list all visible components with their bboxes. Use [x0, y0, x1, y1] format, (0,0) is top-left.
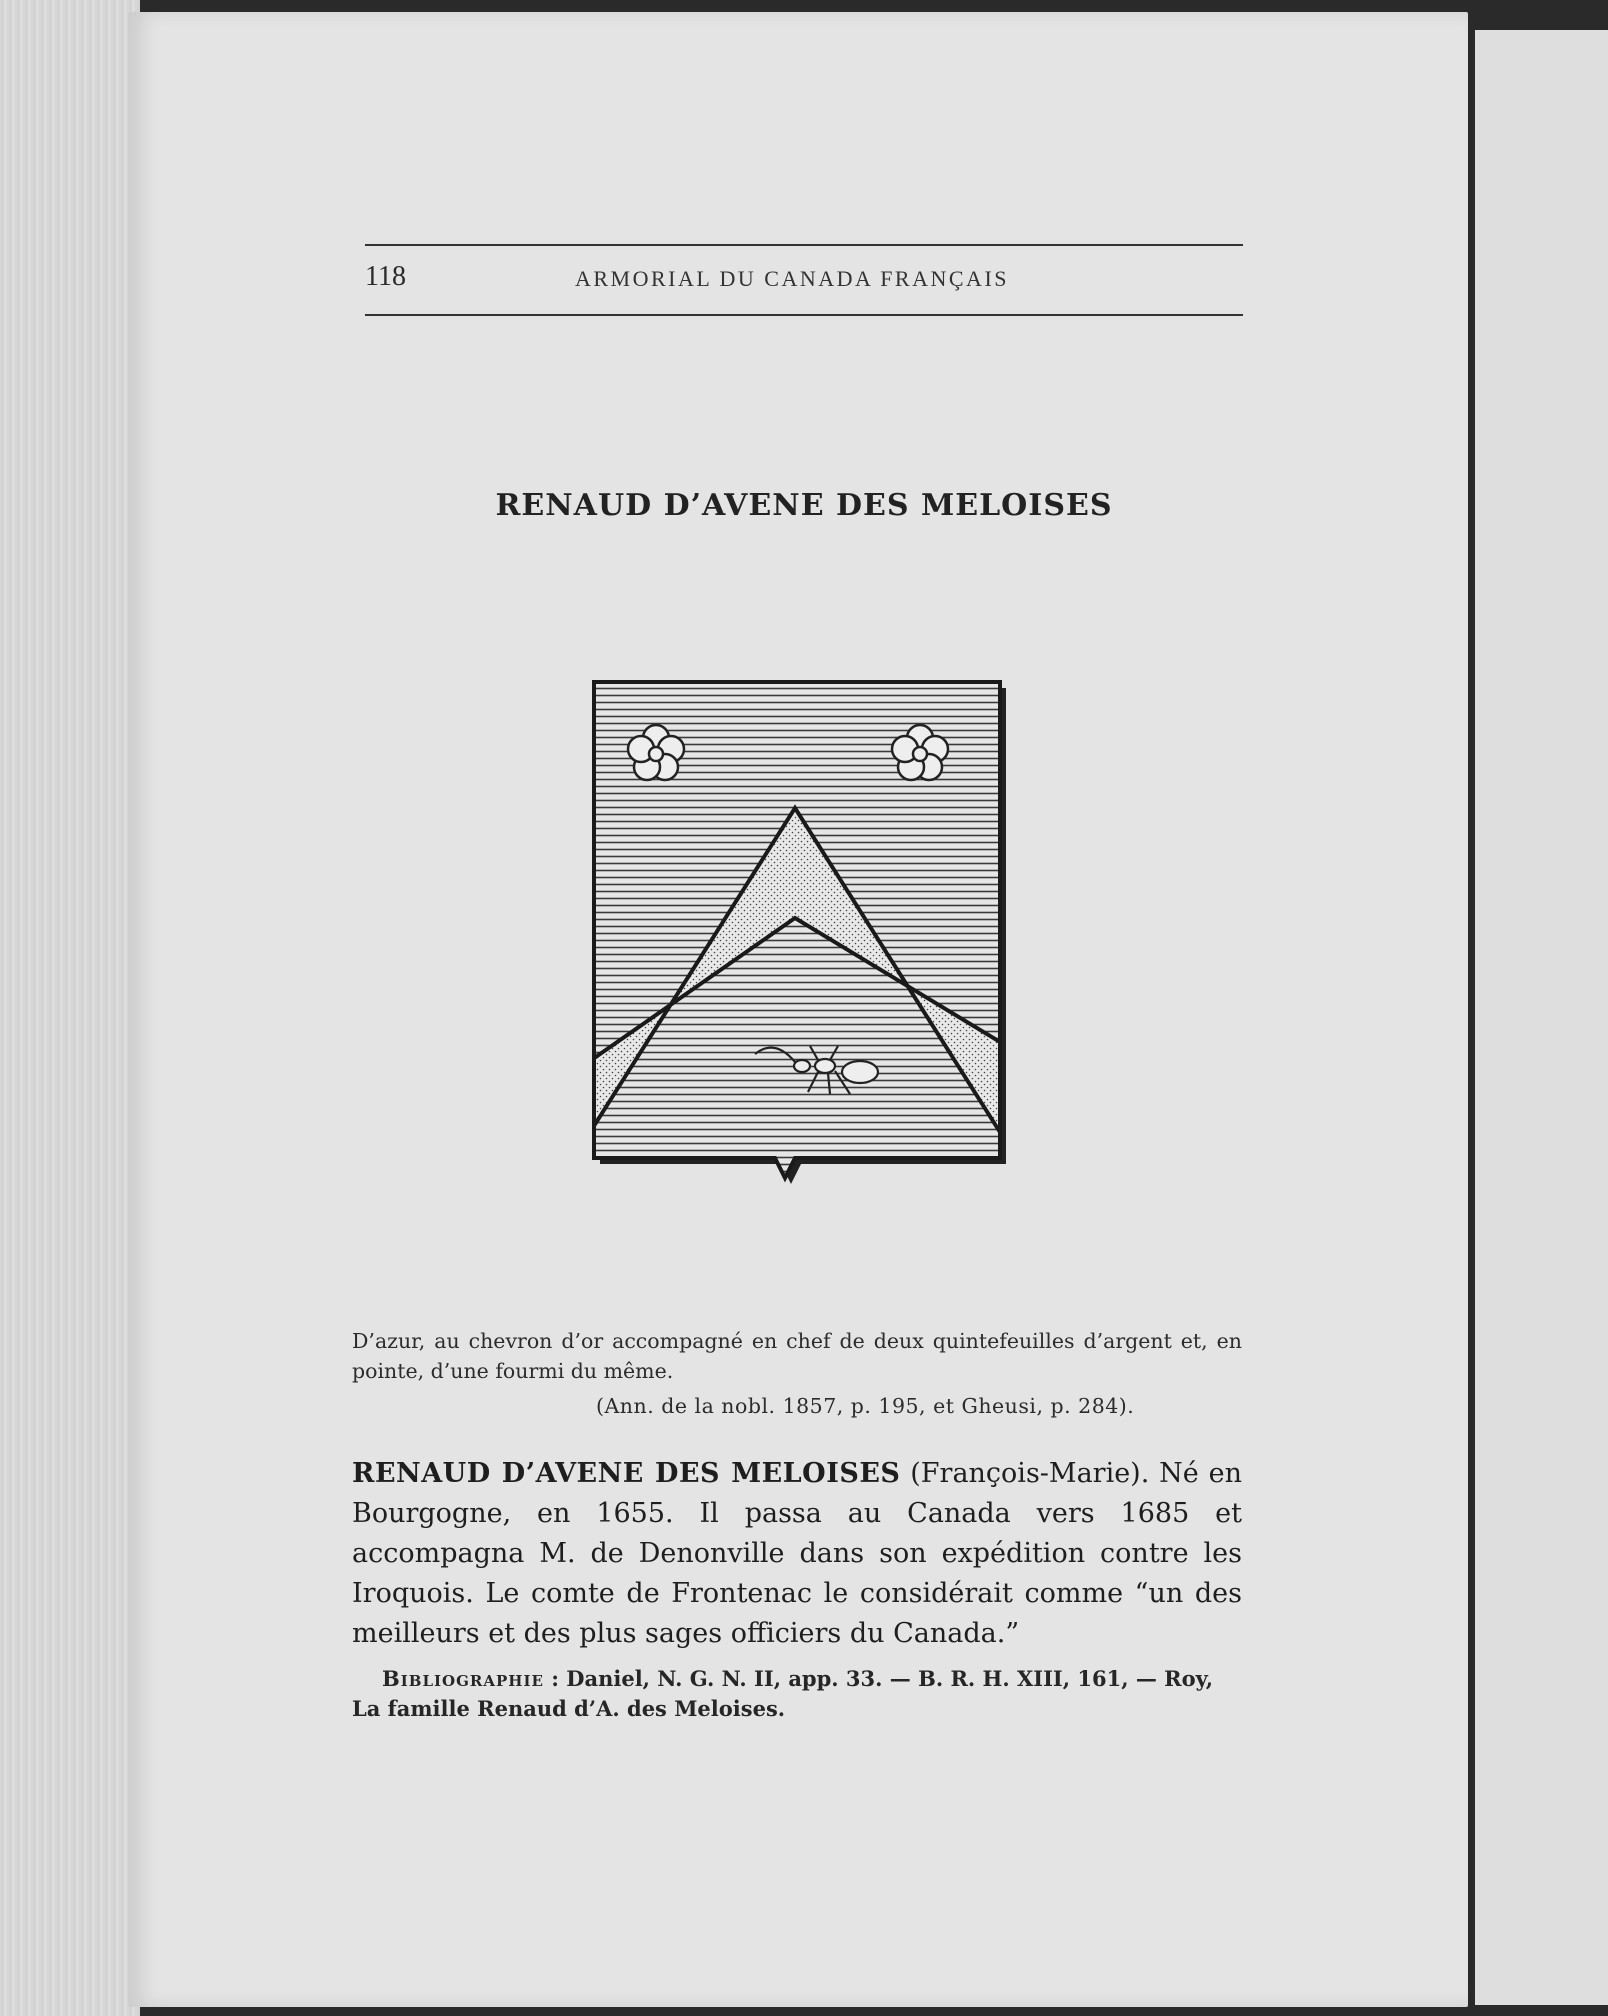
- page-header: [365, 244, 1243, 316]
- facing-page: [1475, 30, 1608, 2005]
- blazon-description: [352, 1326, 1242, 1386]
- running-title: ARMORIAL DU CANADA FRANÇAIS: [575, 266, 1010, 291]
- bio-text: (François-Marie). Né en Bourgogne, en 1655. Il passa au Canada vers 1685 et accompagna M. de Denonville dans son expédition contre les Iroquois. Le comte de Frontenac le considérait comme “un des meilleurs et des plus sages officiers du Canada.”: [352, 1458, 1242, 1649]
- biography-paragraph: [352, 1454, 1242, 1654]
- blazon-source: (Ann. de la nobl. 1857, p. 195, et Gheusi, p. 284).: [596, 1394, 1135, 1418]
- book-page-edges: [0, 0, 140, 2016]
- bio-name: RENAUD D’AVENE DES MELOISES: [352, 1458, 901, 1489]
- entry-title: RENAUD D’AVENE DES MELOISES: [495, 488, 1113, 523]
- bibliography-label: Bibliographie: [382, 1666, 544, 1691]
- page-number: 118: [365, 261, 406, 292]
- blazon-text: D’azur, au chevron d’or accompagné en chef de deux quintefeuilles d’argent et, en pointe, d’une fourmi du même.: [352, 1329, 1242, 1383]
- bibliography: [352, 1664, 1242, 1724]
- coat-of-arms-shield: [590, 678, 1010, 1218]
- bibliography-text: : Daniel, N. G. N. II, app. 33. — B. R. H. XIII, 161, — Roy, La famille Renaud d’A. des Meloises.: [352, 1666, 1214, 1721]
